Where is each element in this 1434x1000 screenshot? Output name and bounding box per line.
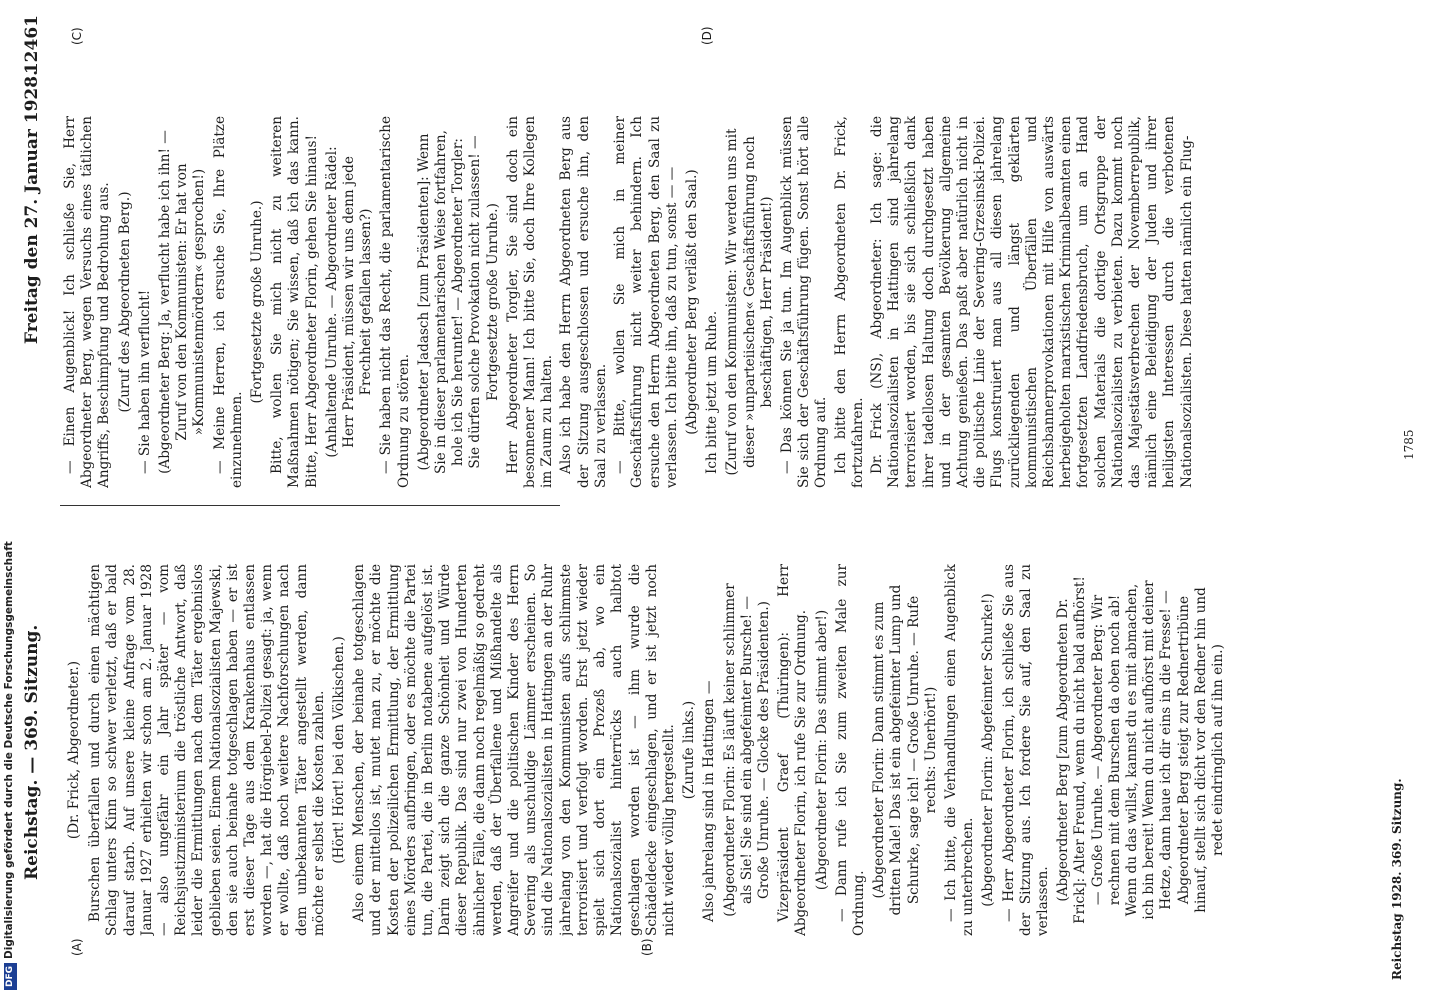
- interjection: (Abgeordneter Florin: Dann stimmt es zum dritten Male! Das ist ein abgefeimter Lump und Schurke, sage ich! — Große Unruhe. — Rufe rechts: Unerhört!): [871, 584, 939, 916]
- dfg-logo: DFG: [4, 963, 17, 990]
- paragraph: — Dann rufe ich Sie zum zweiten Male zur Ordnung.: [833, 564, 867, 936]
- paragraph: — Sie haben ihn verflucht!: [136, 289, 153, 474]
- margin-mark-a: (A): [70, 938, 84, 956]
- margin-mark-d: (D): [700, 26, 714, 45]
- paragraph: Also ich habe den Herrn Abgeordneten Berg aus der Sitzung ausgeschlossen und ersuche ihn, den Saal zu verlassen.: [558, 116, 609, 488]
- column-divider: [60, 505, 560, 506]
- header-page-number: 12461: [22, 15, 42, 75]
- paragraph: Burschen überfallen und durch einen mächtigen Schlag unters Kinn so schwer verletzt, daß er bald darauf starb. Auf unsere kleine Anfrage vom 28. Januar 1927 erhielten wir schon am 2. Januar 1928 — also ungefähr ein Jahr später — vom Reichsjustizministerium die tröstliche Antwort, daß leider die Ermittlungen nach dem Täter ergebnislos geblieben seien. Einem Nationalsozialisten Majewski, den sie auch beinahe totgeschlagen haben — er ist erst dieser Tage aus dem Krankenhaus entlassen worden —, hat die Hörgiebel-Polizei gesagt: ja, wenn er wollte, daß noch weitere Nachforschungen nach dem unbekannten Täter angestellt werden, dann möchte er selbst die Kosten zahlen.: [87, 564, 327, 936]
- interjection: (Abgeordneter Florin: Abgefeimter Schurke!): [980, 593, 997, 907]
- header-date: Freitag den 27. Januar 1928.: [22, 70, 42, 345]
- paragraph: Ich bitte jetzt um Ruhe.: [704, 310, 721, 474]
- margin-mark-b: (B): [640, 938, 654, 956]
- interjection: (Zuruf des Abgeordneten Berg.): [116, 191, 133, 413]
- paragraph: — Bitte, wollen Sie mich in meiner Geschäftsführung nicht weiter behindern. Ich ersuche den Herrn Abgeordneten Berg, den Saal zu verlassen. Ich bitte ihn, daß zu tun, sonst — —: [612, 116, 680, 488]
- paragraph: — Ich bitte, die Verhandlungen einen Augenblick zu unterbrechen.: [942, 564, 977, 936]
- interjection: (Fortgesetzte große Unruhe.): [249, 200, 266, 404]
- interjection: (Abgeordneter Berg: Ja, verflucht habe ich ihn! — Zuruf von den Kommunisten: Er hat von »Kommunistenmördern« gesprochen!): [157, 130, 208, 474]
- paragraph: Vizepräsident Graef (Thüringen): Herr Abgeordneter Florin, ich rufe Sie zur Ordnung.: [776, 564, 810, 936]
- paragraph: Bitte, wollen Sie mich nicht zu weiteren Maßnahmen nötigen; Sie wissen, daß ich das kann. Bitte, Herr Abgeordneter Florin, gehen Sie hinaus!: [269, 116, 320, 488]
- paragraph: — Herr Abgeordneter Florin, ich schließe Sie aus der Sitzung aus. Ich fordere Sie auf, den Saal zu verlassen.: [1000, 564, 1051, 936]
- interjection: (Anhaltende Unruhe. — Abgeordneter Rädel: Herr Präsident, müssen wir uns denn jede Frechheit gefallen lassen?): [323, 146, 375, 458]
- header-left: Reichstag. — 369. Sitzung.: [22, 624, 42, 880]
- speaker-line: (Dr. Frick, Abgeordneter.): [66, 660, 82, 840]
- paragraph: — Das können Sie ja tun. Im Augenblick müssen Sie sich der Geschäftsführung fügen. Sonst hört alle Ordnung auf.: [778, 116, 830, 488]
- paragraph: — Meine Herren, ich ersuche Sie, Ihre Plätze einzunehmen.: [211, 116, 245, 488]
- right-column: [62, 116, 1274, 488]
- digitization-text: Digitalisierung gefördert durch die Deutsche Forschungsgemeinschaft: [3, 541, 15, 959]
- paragraph: Herr Abgeordneter Torgler, Sie sind doch ein besonnener Mann! Ich bitte Sie, doch Ihre Kollegen im Zaum zu halten.: [504, 116, 556, 488]
- margin-mark-c: (C): [70, 27, 84, 45]
- paragraph: Dr. Frick (NS), Abgeordneter: Ich sage: die Nationalsozialisten in Hattingen sind jahrelang terrorisiert worden, bis sie sich schließlich dank ihrer tadellosen Haltung doch durchgesetzt haben und in der gesamten Bevölkerung allgemeine Achtung genießen. Das paßt aber natürlich nicht in die politische Linie der Severing-Grzesinski-Polizei. Flugs konstruiert man aus all diesen jahrelang zurückliegenden und längst geklärten kommunistischen Überfällen und Reichsbannerprovokationen mit Hilfe von auswärts herbeigeholten marxistischen Kriminalbeamten einen fortgesetzten Landfriedensbruch, um an Hand solchen Materials die dortige Ortsgruppe der Nationalsozialisten zu verbieten. Dazu kommt noch das Majestätsverbrechen der Novemberrepublik, nämlich eine Beleidigung der Juden und ihrer heiligsten Interessen durch die verbotenen Nationalsozialisten. Diese hatten nämlich ein Flug-: [868, 116, 1195, 488]
- paragraph: Also einem Menschen, der beinahe totgeschlagen und der mittellos ist, mutet man zu, er möchte die Kosten der polizeilichen Ermittlung, der Ermittlung eines Mörders aufbringen, oder es möchte die Partei tun, die Partei, die in Berlin notabene aufgelöst ist. Darin zeigt sich die ganze Schönheit und Würde dieser Republik. Das sind nur zwei von Hunderten ähnlicher Fälle, die dann noch regelmäßig so gedreht werden, daß der Überfallene und Mißhandelte als Angreifer und die politischen Kinder des Herrn Severing als unschuldige Lämmer erscheinen. So sind die Nationalsozialisten in Hattingen an der Ruhr jahrelang von den Kommunisten aufs schlimmste terrorisiert und verfolgt worden. Erst jetzt wieder spielt sich dort ein Prozeß ab, wo ein Nationalsozialist hinterrücks auch halbtot geschlagen worden ist — ihm wurde die Schädeldecke eingeschlagen, und er ist jetzt noch nicht wieder völlig hergestellt.: [351, 564, 677, 936]
- interjection: (Zuruf von den Kommunisten: Wir werden uns mit dieser »unparteiischen« Geschäftsführung noch beschäftigen, Herr Präsident!): [724, 128, 775, 476]
- footer-session: Reichstag 1928. 369. Sitzung.: [1390, 778, 1404, 980]
- page-header: [22, 15, 54, 880]
- paragraph: Ich bitte den Herrn Abgeordneten Dr. Frick, fortzufahren.: [832, 116, 866, 488]
- left-column: [62, 564, 1274, 936]
- interjection: (Hört! Hört! bei den Völkischen.): [331, 636, 348, 864]
- interjection: (Abgeordneter Berg [zum Abgeordneten Dr. Frick]: Alter Freund, wenn du nicht bald aufhörst! — Große Unruhe. — Abgeordneter Berg: Wir rechnen mit dem Burschen da oben noch ab! Wenn du das willst, kannst du es mit abmachen, ich bin bereit! Wenn du nicht aufhörst mit deiner Hetze, dann haue ich dir eins in die Fresse! — Abgeordneter Berg steigt zur Rednertribüne hinauf, stellt sich dicht vor den Redner hin und redet eindringlich auf ihn ein.): [1055, 576, 1226, 924]
- paragraph: Also jahrelang sind in Hattingen —: [701, 680, 718, 922]
- interjection: (Abgeordneter Jadasch [zum Präsidenten]: Wenn Sie in dieser parlamentarischen Weise fortfahren, hole ich Sie herunter! — Abgeordneter Torgler: Sie dürfen solche Provokation nicht zulassen! — Fortgesetzte große Unruhe.): [415, 130, 501, 474]
- paragraph: — Sie haben nicht das Recht, die parlamentarische Ordnung zu stören.: [378, 116, 412, 488]
- interjection: (Abgeordneter Florin: Es läuft keiner schlimmer als Sie! Sie sind ein abgefeimter Bursche! — Große Unruhe. — Glocke des Präsidenten.): [721, 583, 772, 917]
- interjection: (Zurufe links.): [681, 700, 698, 800]
- interjection: (Abgeordneter Florin: Das stimmt aber!): [813, 609, 830, 891]
- paragraph: — Einen Augenblick! Ich schließe Sie, Herr Abgeordneter Berg, wegen Versuchs eines tätlichen Angriffs, Beschimpfung und Bedrohung aus.: [62, 116, 113, 488]
- footer-page-number: 1785: [1402, 429, 1416, 460]
- interjection: (Abgeordneter Berg verläßt den Saal.): [683, 169, 700, 435]
